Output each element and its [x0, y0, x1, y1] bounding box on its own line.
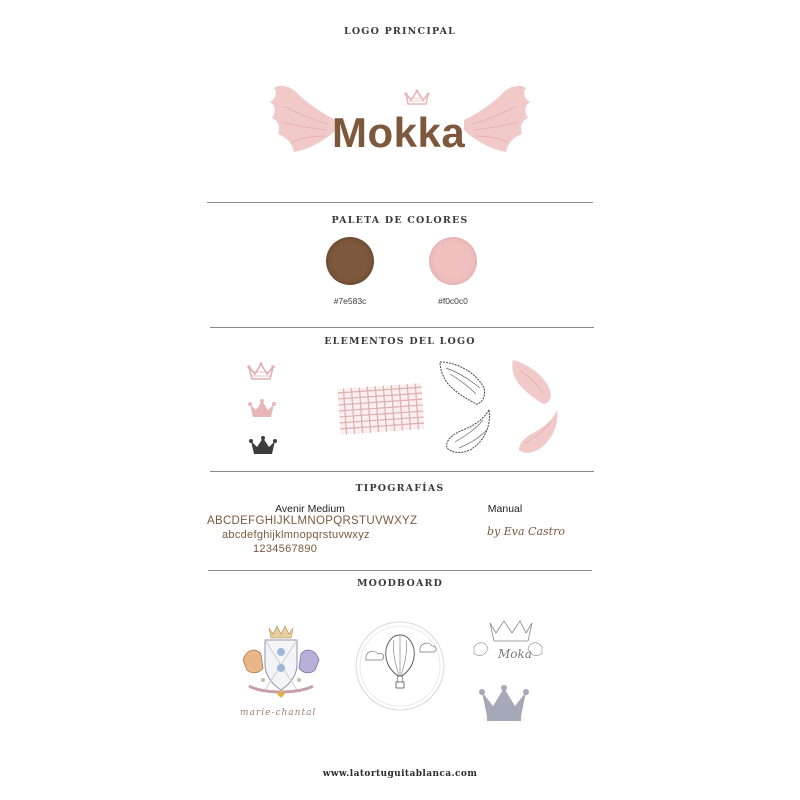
color-swatch-pink — [429, 237, 477, 285]
secondary-font-sample: by Eva Castro — [487, 525, 565, 538]
color-hex-brown: #7e583c — [333, 296, 367, 306]
brand-logo-text: Mokka — [332, 109, 466, 156]
primary-font-name: Avenir Medium — [275, 503, 345, 515]
moodboard-balloon-image — [352, 618, 448, 714]
logo-section-title: LOGO PRINCIPAL — [343, 26, 457, 37]
color-swatch-brown — [326, 237, 374, 285]
plaid-texture — [333, 380, 429, 440]
color-hex-pink: #f0c0c0 — [438, 296, 468, 306]
moodboard-section-title: MOODBOARD — [356, 578, 444, 589]
wing-pink-top-icon — [509, 358, 555, 406]
wing-pink-bottom-icon — [515, 408, 561, 456]
logo-left-wing-icon — [268, 84, 338, 156]
moodboard-sketch-text: Moka — [498, 647, 532, 661]
type-section-title: TIPOGRAFÍAS — [355, 483, 445, 494]
divider — [207, 202, 593, 203]
crown-grey-icon — [479, 684, 529, 724]
secondary-font-name: Manual — [487, 503, 523, 515]
elements-section-title: ELEMENTOS DEL LOGO — [324, 336, 476, 347]
uppercase-sample: ABCDEFGHIJKLMNOPQRSTUVWXYZ — [207, 515, 418, 527]
palette-section-title: PALETA DE COLORES — [331, 215, 469, 226]
moodboard-crest-caption: marie-chantal — [240, 708, 317, 718]
logo-right-wing-icon — [462, 84, 532, 156]
crown-outline-icon — [247, 361, 275, 383]
divider — [210, 471, 594, 472]
footer-url[interactable]: www.latortuguitablanca.com — [322, 769, 478, 779]
wing-outline-top-icon — [436, 358, 488, 408]
wing-outline-bottom-icon — [443, 408, 493, 456]
divider — [208, 570, 592, 571]
divider — [210, 327, 594, 328]
lowercase-sample: abcdefghijklmnopqrstuvwxyz — [222, 529, 370, 541]
crown-pink-icon — [248, 398, 276, 420]
numbers-sample: 1234567890 — [253, 543, 318, 555]
crown-black-icon — [249, 435, 277, 457]
logo-crown-icon — [404, 88, 430, 108]
moodboard-crest-image — [233, 620, 329, 700]
